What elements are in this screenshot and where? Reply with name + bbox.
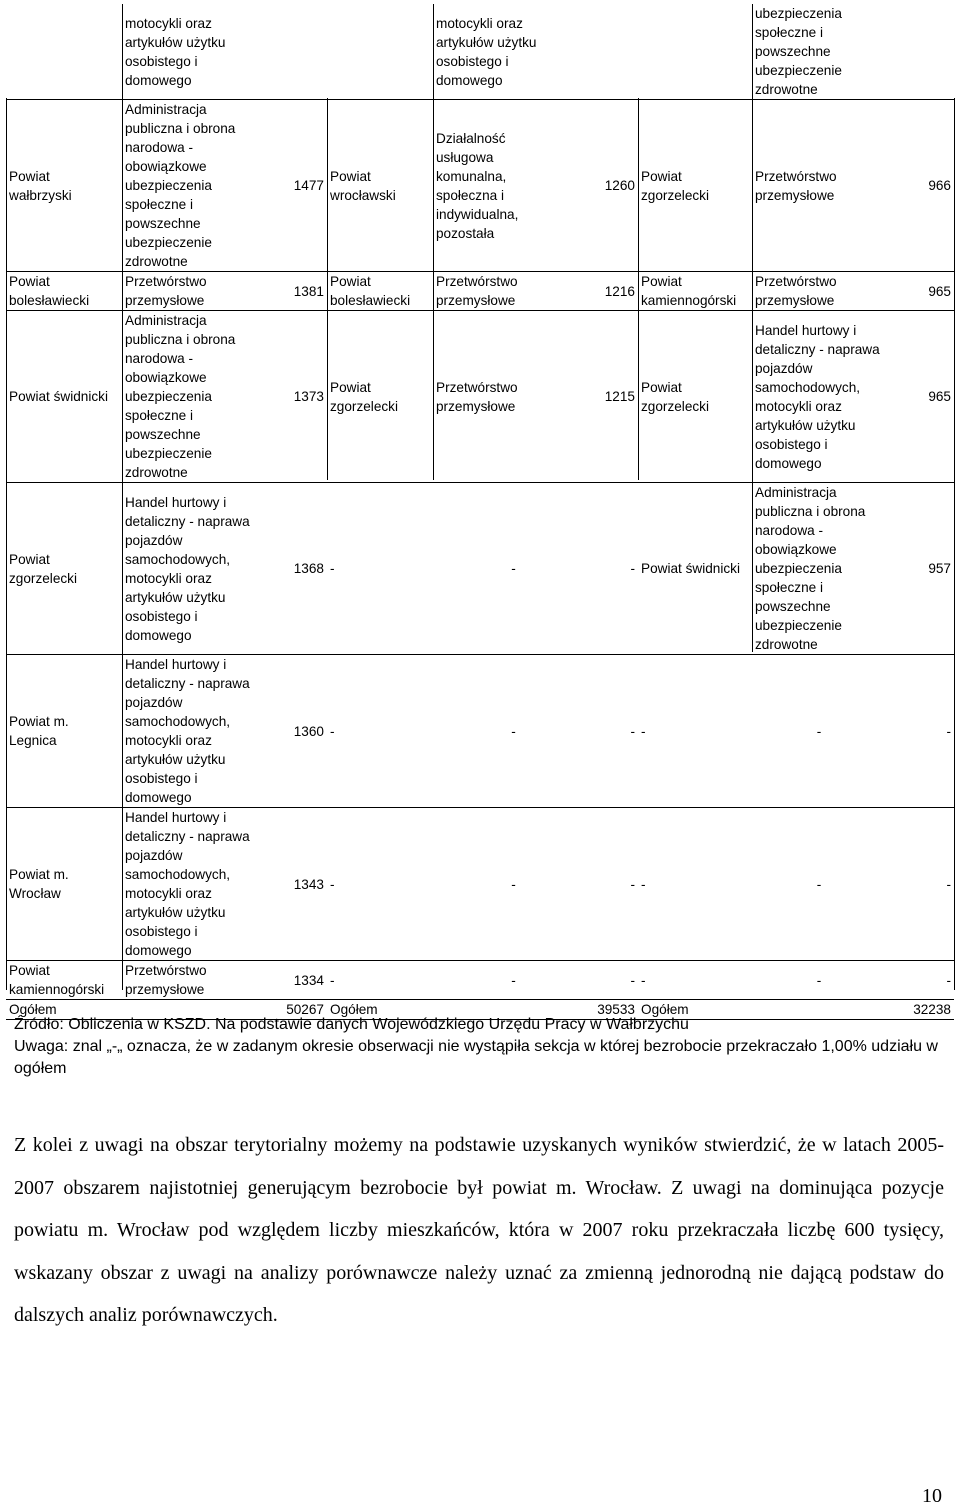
value-cell: - bbox=[886, 808, 954, 961]
value-cell: - bbox=[594, 655, 638, 808]
value-cell: - bbox=[594, 483, 638, 655]
sector-cell: Handel hurtowy i detaliczny - naprawa pojazdów samochodowych, motocykli oraz artykułów użytku osobistego i domowego bbox=[122, 483, 286, 655]
value-cell: 1477 bbox=[286, 100, 327, 272]
page-number: 10 bbox=[922, 1485, 942, 1507]
county-cell: Powiat wrocławski bbox=[327, 100, 433, 272]
total-label: Ogółem bbox=[638, 1000, 752, 1020]
county-cell: - bbox=[638, 961, 752, 1000]
table-row bbox=[6, 311, 954, 483]
county-cell: Powiat bolesławiecki bbox=[327, 272, 433, 311]
value-cell: 965 bbox=[886, 272, 954, 311]
county-cell: Powiat kamiennogórski bbox=[638, 272, 752, 311]
value-cell: 965 bbox=[886, 311, 954, 483]
sector-cell: - bbox=[433, 808, 594, 961]
value-cell: 1334 bbox=[286, 961, 327, 1000]
county-cell: Powiat zgorzelecki bbox=[638, 311, 752, 483]
value-cell: - bbox=[594, 808, 638, 961]
sector-cell: - bbox=[433, 655, 594, 808]
county-cell bbox=[638, 4, 752, 100]
sector-cell: Handel hurtowy i detaliczny - naprawa pojazdów samochodowych, motocykli oraz artykułów użytku osobistego i domowego bbox=[752, 311, 886, 483]
table-divider bbox=[327, 98, 328, 480]
county-cell bbox=[6, 4, 122, 100]
county-cell: Powiat wałbrzyski bbox=[6, 100, 122, 272]
value-cell bbox=[594, 4, 638, 100]
county-cell: Powiat zgorzelecki bbox=[6, 483, 122, 655]
value-cell bbox=[886, 4, 954, 100]
county-cell: Powiat zgorzelecki bbox=[638, 100, 752, 272]
sector-cell: Przetwórstwo przemysłowe bbox=[122, 272, 286, 311]
value-cell: 1215 bbox=[594, 311, 638, 483]
sector-cell: Administracja publiczna i obrona narodowa - obowiązkowe ubezpieczenia społeczne i powszechne ubezpieczenie zdrowotne bbox=[122, 100, 286, 272]
table-row bbox=[6, 272, 954, 311]
table-row bbox=[6, 961, 954, 1000]
total-label: Ogółem bbox=[327, 1000, 433, 1020]
body-paragraph: Z kolei z uwagi na obszar terytorialny możemy na podstawie uzyskanych wyników stwierdzić, że w latach 2005-2007 obszarem najistotniej generującym bezrobocie był powiat m. Wrocław. Z uwagi na dominująca pozycje powiatu m. Wrocław pod względem liczby mieszkańców, która w 2007 roku przekraczała liczbę 600 tysięcy, wskazany obszar z uwagi na analizy porównawcze należy uznać za zmienną jednorodną nie dającą podstaw do dalszych analiz porównawczych. bbox=[14, 1134, 944, 1326]
county-cell: Powiat m. Wrocław bbox=[6, 808, 122, 961]
sector-cell: motocykli oraz artykułów użytku osobistego i domowego bbox=[436, 15, 537, 88]
county-cell: - bbox=[327, 808, 433, 961]
table-divider bbox=[122, 4, 123, 990]
sector-cell: - bbox=[433, 483, 594, 655]
total-value: 32238 bbox=[752, 1000, 954, 1020]
county-cell: - bbox=[638, 808, 752, 961]
value-cell: 957 bbox=[886, 483, 954, 655]
value-cell: 1381 bbox=[286, 272, 327, 311]
source-note: Źródło: Obliczenia w KSZD. Na podstawie danych Wojewódzkiego Urzędu Pracy w Wałbrzychu bbox=[14, 1016, 689, 1033]
unemployment-table bbox=[6, 4, 954, 1020]
sector-cell: Handel hurtowy i detaliczny - naprawa pojazdów samochodowych, motocykli oraz artykułów użytku osobistego i domowego bbox=[122, 655, 286, 808]
table-row bbox=[6, 100, 954, 272]
sector-cell: Działalność usługowa komunalna, społeczna i indywidualna, pozostała bbox=[433, 100, 594, 272]
value-cell: 966 bbox=[886, 100, 954, 272]
remark-note: Uwaga: znal „-„ oznacza, że w zadanym okresie obserwacji nie wystąpiła sekcja w której bezrobocie przekraczało 1,00% udziału w ogółem bbox=[14, 1038, 938, 1077]
sector-cell: Przetwórstwo przemysłowe bbox=[122, 961, 286, 1000]
county-cell: - bbox=[327, 483, 433, 655]
table-divider bbox=[433, 4, 434, 480]
table-divider bbox=[954, 98, 955, 990]
county-cell: Powiat kamiennogórski bbox=[6, 961, 122, 1000]
sector-cell: - bbox=[752, 808, 886, 961]
sector-cell: - bbox=[752, 655, 886, 808]
table-row bbox=[6, 655, 954, 808]
county-cell: Powiat świdnicki bbox=[6, 311, 122, 483]
county-cell: - bbox=[327, 655, 433, 808]
sector-cell: Handel hurtowy i detaliczny - naprawa pojazdów samochodowych, motocykli oraz artykułów użytku osobistego i domowego bbox=[122, 808, 286, 961]
total-value: 39533 bbox=[433, 1000, 638, 1020]
sector-cell: motocykli oraz artykułów użytku osobistego i domowego bbox=[125, 15, 226, 88]
table-row bbox=[6, 483, 954, 655]
sector-cell: Administracja publiczna i obrona narodowa - obowiązkowe ubezpieczenia społeczne i powszechne ubezpieczenie zdrowotne bbox=[752, 483, 886, 655]
sector-cell: Administracja publiczna i obrona narodowa - obowiązkowe ubezpieczenia społeczne i powszechne ubezpieczenie zdrowotne bbox=[122, 311, 286, 483]
county-cell: Powiat bolesławiecki bbox=[6, 272, 122, 311]
table-divider bbox=[6, 98, 7, 990]
sector-cell: - bbox=[752, 961, 886, 1000]
value-cell bbox=[286, 4, 327, 100]
county-cell: Powiat m. Legnica bbox=[6, 655, 122, 808]
sector-cell: Przetwórstwo przemysłowe bbox=[433, 311, 594, 483]
value-cell: 1216 bbox=[594, 272, 638, 311]
sector-cell: - bbox=[433, 961, 594, 1000]
table-divider bbox=[752, 4, 753, 652]
county-cell bbox=[327, 4, 433, 100]
total-label: Ogółem bbox=[6, 1000, 122, 1020]
sector-cell: ubezpieczenia społeczne i powszechne ubezpieczenie zdrowotne bbox=[755, 6, 842, 97]
value-cell: - bbox=[594, 961, 638, 1000]
sector-cell: Przetwórstwo przemysłowe bbox=[752, 272, 886, 311]
county-cell: Powiat zgorzelecki bbox=[327, 311, 433, 483]
value-cell: 1360 bbox=[286, 655, 327, 808]
table-row bbox=[6, 4, 954, 100]
table-notes bbox=[14, 1014, 949, 1080]
value-cell: 1260 bbox=[594, 100, 638, 272]
county-cell: - bbox=[327, 961, 433, 1000]
value-cell: - bbox=[886, 961, 954, 1000]
table-row bbox=[6, 808, 954, 961]
total-value: 50267 bbox=[122, 1000, 327, 1020]
value-cell: 1373 bbox=[286, 311, 327, 483]
county-cell: Powiat świdnicki bbox=[638, 483, 752, 655]
value-cell: - bbox=[886, 655, 954, 808]
sector-cell: Przetwórstwo przemysłowe bbox=[752, 100, 886, 272]
value-cell: 1368 bbox=[286, 483, 327, 655]
county-cell: - bbox=[638, 655, 752, 808]
value-cell: 1343 bbox=[286, 808, 327, 961]
table-divider bbox=[638, 98, 639, 480]
sector-cell: Przetwórstwo przemysłowe bbox=[433, 272, 594, 311]
